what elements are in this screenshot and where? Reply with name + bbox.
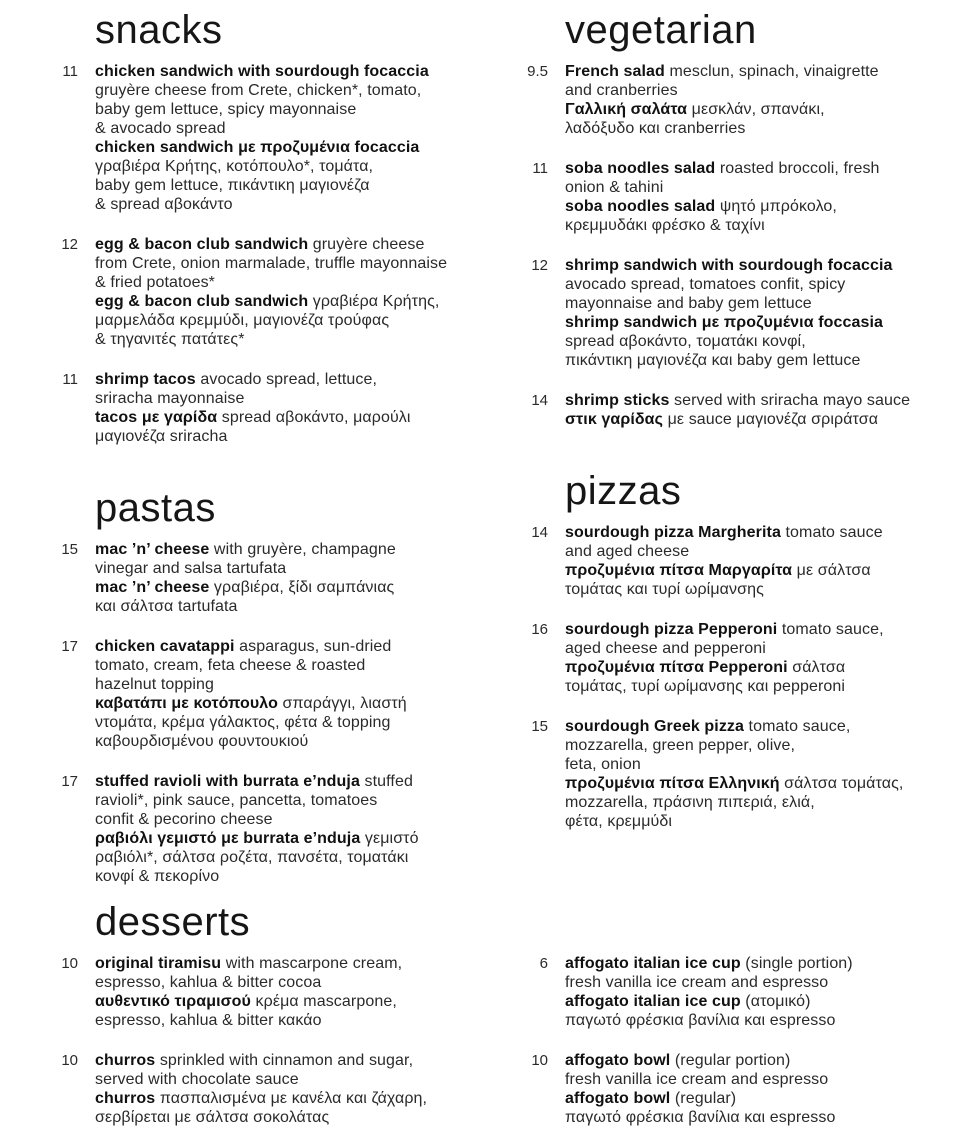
item-line bbox=[565, 294, 893, 313]
item-description-segment: feta, onion bbox=[565, 756, 641, 773]
item-description-segment: aged cheese and pepperoni bbox=[565, 640, 766, 657]
item-description-segment: tomato, cream, feta cheese & roasted bbox=[95, 657, 366, 674]
item-description-segment: (regular) bbox=[670, 1090, 737, 1107]
item-line bbox=[95, 138, 429, 157]
item-line bbox=[95, 408, 411, 427]
item-text bbox=[565, 620, 884, 696]
item-name-segment: καβατάπι με κοτόπουλο bbox=[95, 695, 278, 712]
item-price: 16 bbox=[531, 621, 548, 638]
item-description-segment: served with chocolate sauce bbox=[95, 1071, 299, 1088]
item-line bbox=[95, 195, 429, 214]
item-line bbox=[95, 656, 407, 675]
item-line bbox=[565, 523, 883, 542]
item-description-segment: & avocado spread bbox=[95, 120, 226, 137]
item-price: 12 bbox=[531, 257, 548, 274]
menu-item bbox=[38, 235, 508, 349]
item-description-segment: και σάλτσα tartufata bbox=[95, 598, 238, 615]
item-line bbox=[95, 829, 419, 848]
item-line bbox=[565, 1089, 835, 1108]
item-description-segment: μεσκλάν, σπανάκι, bbox=[687, 101, 825, 118]
item-price: 10 bbox=[61, 955, 78, 972]
item-description-segment: sriracha mayonnaise bbox=[95, 390, 245, 407]
item-name-segment: affogato italian ice cup bbox=[565, 993, 741, 1010]
item-line bbox=[565, 1070, 835, 1089]
item-line bbox=[565, 620, 884, 639]
item-line bbox=[95, 273, 447, 292]
item-description-segment: κρεμμυδάκι φρέσκο & ταχίνι bbox=[565, 217, 765, 234]
item-line bbox=[565, 119, 879, 138]
section-title: vegetarian bbox=[565, 8, 757, 52]
item-price: 6 bbox=[539, 955, 548, 972]
menu-item bbox=[508, 620, 959, 696]
item-line bbox=[95, 848, 419, 867]
menu-item bbox=[508, 391, 959, 429]
item-line bbox=[565, 658, 884, 677]
item-text bbox=[565, 954, 853, 1030]
item-description-segment: and cranberries bbox=[565, 82, 678, 99]
item-description-segment: (ατομικό) bbox=[740, 993, 811, 1010]
section-title: desserts bbox=[95, 900, 251, 944]
item-line bbox=[95, 100, 429, 119]
item-line bbox=[95, 597, 396, 616]
item-line bbox=[565, 313, 893, 332]
item-price: 11 bbox=[532, 160, 548, 177]
item-name-segment: sourdough Greek pizza bbox=[565, 718, 745, 735]
item-line bbox=[95, 292, 447, 311]
item-name-segment: soba noodles salad bbox=[565, 198, 716, 215]
item-description-segment: and aged cheese bbox=[565, 543, 690, 560]
item-text bbox=[565, 717, 903, 831]
item-name-segment: sourdough pizza Margherita bbox=[565, 524, 781, 541]
item-name-segment: affogato bowl bbox=[565, 1090, 671, 1107]
item-description-segment: γραβιέρα Κρήτης, κοτόπουλο*, τομάτα, bbox=[95, 158, 374, 175]
menu-item bbox=[508, 1051, 959, 1127]
item-description-segment: μαγιονέζα sriracha bbox=[95, 428, 228, 445]
item-name-segment: chicken cavatappi bbox=[95, 638, 235, 655]
item-name-segment: soba noodles salad bbox=[565, 160, 716, 177]
item-text bbox=[565, 62, 879, 138]
item-description-segment: served with sriracha mayo sauce bbox=[669, 392, 911, 409]
item-description-segment: πικάντικη μαγιονέζα και baby gem lettuce bbox=[565, 352, 861, 369]
item-description-segment: σπαράγγι, λιαστή bbox=[277, 695, 407, 712]
item-name-segment: mac ’n’ cheese bbox=[95, 579, 210, 596]
menu-item bbox=[508, 62, 959, 138]
item-price: 15 bbox=[61, 541, 78, 558]
item-line bbox=[565, 973, 853, 992]
item-text bbox=[565, 159, 880, 235]
item-description-segment: vinegar and salsa tartufata bbox=[95, 560, 287, 577]
section-vegetarian bbox=[508, 8, 959, 429]
item-line bbox=[565, 100, 879, 119]
item-line bbox=[565, 717, 903, 736]
item-line bbox=[95, 992, 402, 1011]
item-line bbox=[95, 772, 419, 791]
item-name-segment: sourdough pizza Pepperoni bbox=[565, 621, 778, 638]
item-line bbox=[95, 791, 419, 810]
item-line bbox=[95, 675, 407, 694]
section-title: pastas bbox=[95, 486, 216, 530]
menu-item bbox=[38, 772, 508, 886]
item-name-segment: mac ’n’ cheese bbox=[95, 541, 210, 558]
menu-item bbox=[38, 1051, 508, 1127]
item-price: 15 bbox=[531, 718, 548, 735]
item-name-segment: Γαλλική σαλάτα bbox=[565, 101, 688, 118]
item-line bbox=[565, 542, 883, 561]
item-line bbox=[565, 1011, 853, 1030]
item-line bbox=[565, 178, 880, 197]
item-description-segment: λαδόξυδο και cranberries bbox=[565, 120, 746, 137]
section-pizzas bbox=[508, 469, 959, 831]
menu-item bbox=[508, 523, 959, 599]
item-line bbox=[565, 755, 903, 774]
item-description-segment: avocado spread, lettuce, bbox=[195, 371, 378, 388]
item-description-segment: with gruyère, champagne bbox=[209, 541, 396, 558]
item-description-segment: gruyère cheese bbox=[308, 236, 425, 253]
item-description-segment: hazelnut topping bbox=[95, 676, 215, 693]
menu-item bbox=[508, 954, 959, 1030]
item-text bbox=[565, 391, 910, 429]
item-description-segment: κονφί & πεκορίνο bbox=[95, 868, 220, 885]
item-line bbox=[565, 391, 910, 410]
item-price: 10 bbox=[61, 1052, 78, 1069]
item-line bbox=[95, 540, 396, 559]
item-text bbox=[95, 235, 447, 349]
item-line bbox=[565, 639, 884, 658]
item-line bbox=[95, 578, 396, 597]
item-price: 11 bbox=[62, 371, 78, 388]
item-description-segment: (regular portion) bbox=[670, 1052, 791, 1069]
item-line bbox=[565, 793, 903, 812]
item-description-segment: roasted broccoli, fresh bbox=[715, 160, 880, 177]
menu-column-left bbox=[38, 8, 508, 1127]
item-line bbox=[565, 332, 893, 351]
item-description-segment: tomato sauce, bbox=[744, 718, 851, 735]
item-text bbox=[95, 772, 419, 886]
item-line bbox=[565, 197, 880, 216]
item-line bbox=[565, 159, 880, 178]
item-text bbox=[565, 256, 893, 370]
item-line bbox=[95, 810, 419, 829]
section-title: pizzas bbox=[565, 469, 682, 513]
item-description-segment: spread αβοκάντο, τοματάκι κονφί, bbox=[565, 333, 806, 350]
item-line bbox=[95, 311, 447, 330]
menu-item bbox=[508, 717, 959, 831]
item-description-segment: avocado spread, tomatoes confit, spicy bbox=[565, 276, 846, 293]
item-price: 14 bbox=[531, 524, 548, 541]
item-line bbox=[95, 973, 402, 992]
item-line bbox=[565, 275, 893, 294]
item-line bbox=[95, 235, 447, 254]
item-line bbox=[95, 389, 411, 408]
item-description-segment: mozzarella, green pepper, olive, bbox=[565, 737, 795, 754]
item-description-segment: mesclun, spinach, vinaigrette bbox=[664, 63, 879, 80]
item-description-segment: espresso, kahlua & bitter cocoa bbox=[95, 974, 322, 991]
item-line bbox=[95, 1051, 427, 1070]
section-pastas bbox=[38, 486, 508, 886]
item-description-segment: ραβιόλι*, σάλτσα ροζέτα, πανσέτα, τοματάκι bbox=[95, 849, 409, 866]
item-description-segment: espresso, kahlua & bitter κακάο bbox=[95, 1012, 322, 1029]
item-line bbox=[95, 954, 402, 973]
item-price: 11 bbox=[62, 63, 78, 80]
item-description-segment: fresh vanilla ice cream and espresso bbox=[565, 974, 829, 991]
item-description-segment: παγωτό φρέσκια βανίλια και espresso bbox=[565, 1012, 836, 1029]
item-text bbox=[95, 637, 407, 751]
item-description-segment: με sauce μαγιονέζα σριράτσα bbox=[663, 411, 879, 428]
item-line bbox=[95, 330, 447, 349]
item-line bbox=[565, 954, 853, 973]
item-description-segment: ντομάτα, κρέμα γάλακτος, φέτα & topping bbox=[95, 714, 391, 731]
item-line bbox=[565, 812, 903, 831]
item-name-segment: egg & bacon club sandwich bbox=[95, 293, 309, 310]
item-line bbox=[565, 736, 903, 755]
menu-item bbox=[38, 62, 508, 214]
item-name-segment: shrimp tacos bbox=[95, 371, 196, 388]
item-description-segment: καβουρδισμένου φουντουκιού bbox=[95, 733, 309, 750]
item-description-segment: τομάτας και τυρί ωρίμανσης bbox=[565, 581, 764, 598]
item-price: 9.5 bbox=[527, 63, 548, 80]
item-name-segment: affogato bowl bbox=[565, 1052, 671, 1069]
item-line bbox=[565, 1051, 835, 1070]
item-description-segment: & spread αβοκάντο bbox=[95, 196, 233, 213]
item-line bbox=[95, 81, 429, 100]
item-line bbox=[565, 580, 883, 599]
menu-item bbox=[38, 637, 508, 751]
item-description-segment: γραβιέρα Κρήτης, bbox=[308, 293, 440, 310]
item-description-segment: stuffed bbox=[359, 773, 413, 790]
section-untitled bbox=[508, 900, 959, 1127]
item-name-segment: stuffed ravioli with burrata e’nduja bbox=[95, 773, 360, 790]
item-line bbox=[95, 1108, 427, 1127]
item-line bbox=[95, 254, 447, 273]
item-name-segment: προζυμένια πίτσα Μαργαρίτα bbox=[565, 562, 793, 579]
item-line bbox=[95, 176, 429, 195]
item-name-segment: προζυμένια πίτσα Ελληνική bbox=[565, 775, 780, 792]
item-description-segment: σάλτσα τομάτας, bbox=[779, 775, 904, 792]
item-line bbox=[95, 732, 407, 751]
item-description-segment: mayonnaise and baby gem lettuce bbox=[565, 295, 812, 312]
item-description-segment: ψητό μπρόκολο, bbox=[715, 198, 837, 215]
item-line bbox=[95, 694, 407, 713]
item-price: 17 bbox=[61, 773, 78, 790]
item-description-segment: spread αβοκάντο, μαρούλι bbox=[217, 409, 411, 426]
item-text bbox=[95, 62, 429, 214]
item-description-segment: με σάλτσα bbox=[792, 562, 871, 579]
item-line bbox=[95, 157, 429, 176]
item-line bbox=[565, 62, 879, 81]
item-description-segment: mozzarella, πράσινη πιπεριά, ελιά, bbox=[565, 794, 815, 811]
item-line bbox=[95, 1011, 402, 1030]
item-line bbox=[95, 62, 429, 81]
item-line bbox=[95, 713, 407, 732]
section-snacks bbox=[38, 8, 508, 446]
item-name-segment: shrimp sandwich με προζυμένια foccasia bbox=[565, 314, 884, 331]
item-line bbox=[95, 1070, 427, 1089]
item-description-segment: confit & pecorino cheese bbox=[95, 811, 273, 828]
item-description-segment: τομάτας, τυρί ωρίμανσης και pepperoni bbox=[565, 678, 846, 695]
item-line bbox=[565, 677, 884, 696]
item-name-segment: προζυμένια πίτσα Pepperoni bbox=[565, 659, 788, 676]
item-description-segment: γραβιέρα, ξίδι σαμπάνιας bbox=[209, 579, 395, 596]
item-price: 17 bbox=[61, 638, 78, 655]
item-description-segment: onion & tahini bbox=[565, 179, 664, 196]
item-line bbox=[95, 370, 411, 389]
item-description-segment: & fried potatoes* bbox=[95, 274, 215, 291]
item-description-segment: (single portion) bbox=[740, 955, 853, 972]
item-line bbox=[565, 774, 903, 793]
item-text bbox=[95, 370, 411, 446]
menu-item bbox=[38, 370, 508, 446]
item-name-segment: egg & bacon club sandwich bbox=[95, 236, 309, 253]
item-description-segment: fresh vanilla ice cream and espresso bbox=[565, 1071, 829, 1088]
item-description-segment: ravioli*, pink sauce, pancetta, tomatoes bbox=[95, 792, 378, 809]
item-line bbox=[565, 216, 880, 235]
item-name-segment: tacos με γαρίδα bbox=[95, 409, 218, 426]
item-line bbox=[565, 1108, 835, 1127]
item-text bbox=[95, 540, 396, 616]
item-description-segment: asparagus, sun-dried bbox=[234, 638, 392, 655]
item-line bbox=[565, 256, 893, 275]
menu-item bbox=[508, 256, 959, 370]
item-name-segment: French salad bbox=[565, 63, 665, 80]
item-description-segment: φέτα, κρεμμύδι bbox=[565, 813, 673, 830]
item-description-segment: γεμιστό bbox=[360, 830, 419, 847]
item-description-segment: tomato sauce bbox=[780, 524, 883, 541]
section-title: snacks bbox=[95, 8, 223, 52]
item-description-segment: κρέμα mascarpone, bbox=[250, 993, 397, 1010]
item-name-segment: churros bbox=[95, 1090, 156, 1107]
menu-item bbox=[508, 159, 959, 235]
item-line bbox=[565, 410, 910, 429]
item-name-segment: shrimp sandwich with sourdough focaccia bbox=[565, 257, 893, 274]
item-line bbox=[95, 427, 411, 446]
item-text bbox=[565, 523, 883, 599]
item-description-segment: tomato sauce, bbox=[777, 621, 884, 638]
item-text bbox=[565, 1051, 835, 1127]
menu-item bbox=[38, 954, 508, 1030]
item-price: 10 bbox=[531, 1052, 548, 1069]
item-description-segment: μαρμελάδα κρεμμύδι, μαγιονέζα τρούφας bbox=[95, 312, 390, 329]
item-name-segment: churros bbox=[95, 1052, 156, 1069]
item-description-segment: πασπαλισμένα με κανέλα και ζάχαρη, bbox=[155, 1090, 428, 1107]
item-description-segment: with mascarpone cream, bbox=[221, 955, 403, 972]
item-line bbox=[95, 559, 396, 578]
item-description-segment: from Crete, onion marmalade, truffle mayonnaise bbox=[95, 255, 448, 272]
item-description-segment: gruyère cheese from Crete, chicken*, tomato, bbox=[95, 82, 422, 99]
item-line bbox=[565, 561, 883, 580]
item-name-segment: shrimp sticks bbox=[565, 392, 670, 409]
item-name-segment: chicken sandwich με προζυμένια focaccia bbox=[95, 139, 420, 156]
item-line bbox=[95, 119, 429, 138]
item-price: 14 bbox=[531, 392, 548, 409]
item-line bbox=[565, 351, 893, 370]
item-description-segment: & τηγανιτές πατάτες* bbox=[95, 331, 245, 348]
item-line bbox=[95, 1089, 427, 1108]
item-name-segment: chicken sandwich with sourdough focaccia bbox=[95, 63, 429, 80]
section-desserts bbox=[38, 900, 508, 1127]
item-text bbox=[95, 1051, 427, 1127]
item-name-segment: original tiramisu bbox=[95, 955, 222, 972]
item-description-segment: baby gem lettuce, πικάντικη μαγιονέζα bbox=[95, 177, 370, 194]
menu-column-right bbox=[508, 8, 959, 1127]
item-price: 12 bbox=[61, 236, 78, 253]
item-name-segment: στικ γαρίδας bbox=[565, 411, 664, 428]
menu-item bbox=[38, 540, 508, 616]
item-description-segment: παγωτό φρέσκια βανίλια και espresso bbox=[565, 1109, 836, 1126]
item-line bbox=[565, 81, 879, 100]
item-name-segment: ραβιόλι γεμιστό με burrata e’nduja bbox=[95, 830, 361, 847]
item-description-segment: σερβίρεται με σάλτσα σοκολάτας bbox=[95, 1109, 330, 1126]
item-line bbox=[95, 867, 419, 886]
item-line bbox=[95, 637, 407, 656]
item-name-segment: affogato italian ice cup bbox=[565, 955, 741, 972]
item-description-segment: σάλτσα bbox=[787, 659, 846, 676]
item-description-segment: sprinkled with cinnamon and sugar, bbox=[155, 1052, 414, 1069]
item-name-segment: αυθεντικό τιραμισού bbox=[95, 993, 251, 1010]
item-text bbox=[95, 954, 402, 1030]
item-line bbox=[565, 992, 853, 1011]
item-description-segment: baby gem lettuce, spicy mayonnaise bbox=[95, 101, 357, 118]
